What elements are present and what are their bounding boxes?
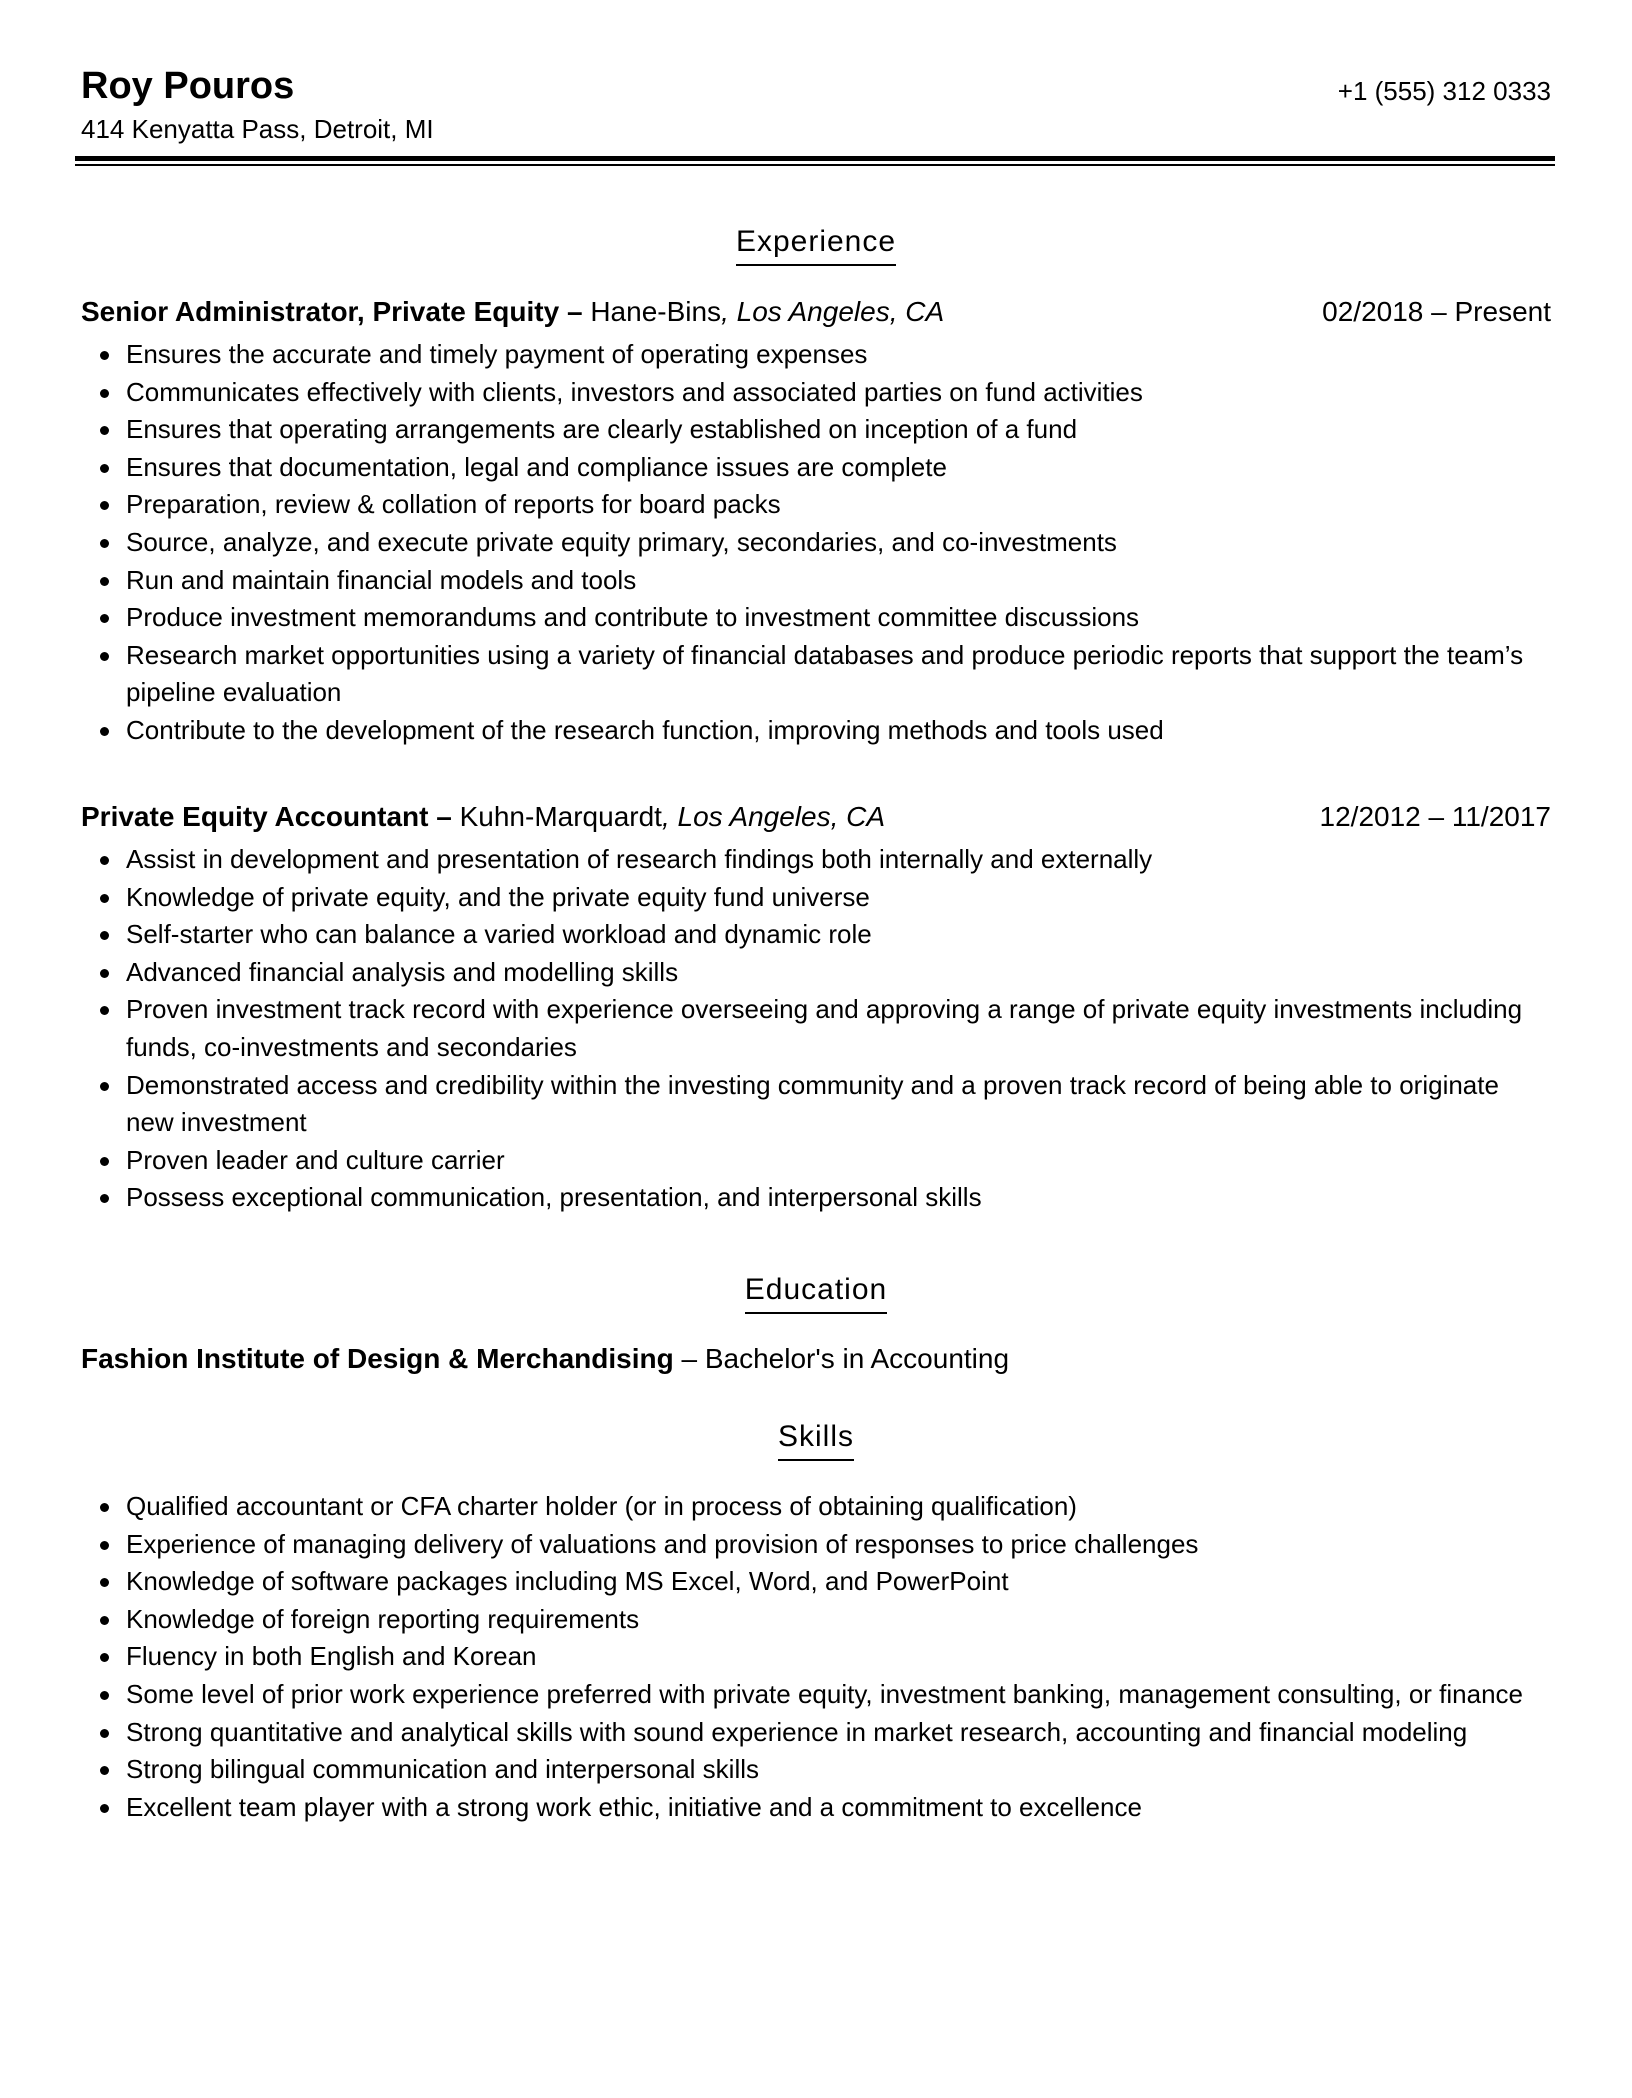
candidate-name: Roy Pouros	[81, 65, 295, 107]
bullet-dot-icon	[100, 931, 109, 940]
job-2-bullet	[81, 916, 1551, 954]
bullet-dot-icon	[100, 389, 109, 398]
job-1-bullet-text: Contribute to the development of the research function, improving methods and tools used	[126, 714, 1164, 745]
job-2-bullet	[81, 954, 1551, 992]
skill-bullet	[81, 1751, 1551, 1789]
job-header-1	[81, 292, 1551, 332]
bullet-dot-icon	[100, 1541, 109, 1550]
job-1-bullet-list	[81, 336, 1551, 750]
bullet-dot-icon	[100, 1653, 109, 1662]
job-1-bullet-text: Communicates effectively with clients, investors and associated parties on fund activities	[126, 376, 1143, 407]
job-2-bullet	[81, 1067, 1551, 1142]
job-2-bullet-text: Demonstrated access and credibility within the investing community and a proven track record of being able to originate new investment	[126, 1069, 1499, 1138]
bullet-dot-icon	[100, 1766, 109, 1775]
job-1-bullet-text: Ensures the accurate and timely payment of operating expenses	[126, 339, 868, 369]
skill-bullet	[81, 1789, 1551, 1827]
job-location-1: , Los Angeles, CA	[721, 296, 945, 327]
job-title-2: Private Equity Accountant –	[81, 801, 452, 832]
bullet-dot-icon	[100, 1578, 109, 1587]
job-1-bullet-text: Ensures that documentation, legal and compliance issues are complete	[126, 451, 947, 482]
job-1-bullet-text: Source, analyze, and execute private equity primary, secondaries, and co-investments	[126, 526, 1117, 557]
job-company-1: Hane-Bins	[590, 296, 722, 327]
bullet-dot-icon	[100, 1616, 109, 1625]
header-divider	[75, 156, 1555, 161]
section-title-skills	[0, 1417, 1632, 1461]
candidate-address: 414 Kenyatta Pass, Detroit, MI	[81, 114, 434, 144]
job-2-bullet-text: Proven investment track record with experience overseeing and approving a range of private equity investments including funds, co-investments and secondaries	[126, 994, 1523, 1062]
bullet-dot-icon	[100, 1729, 109, 1738]
resume-header	[81, 62, 1551, 152]
job-2-bullet-text: Self-starter who can balance a varied workload and dynamic role	[126, 919, 872, 950]
job-1-bullet	[81, 449, 1551, 487]
header-divider-thin	[75, 164, 1555, 166]
job-2-bullet-text: Possess exceptional communication, presentation, and interpersonal skills	[126, 1182, 982, 1213]
job-dates-1: 02/2018 – Present	[1322, 296, 1551, 327]
job-1-bullet	[81, 599, 1551, 637]
bullet-dot-icon	[100, 652, 109, 661]
bullet-dot-icon	[100, 727, 109, 736]
skill-bullet	[81, 1563, 1551, 1601]
job-1-bullet	[81, 374, 1551, 412]
bullet-dot-icon	[100, 1082, 109, 1091]
skill-bullet-text: Knowledge of software packages including MS Excel, Word, and PowerPoint	[126, 1566, 1009, 1597]
candidate-phone: +1 (555) 312 0333	[1337, 76, 1551, 106]
skill-bullet-text: Fluency in both English and Korean	[126, 1641, 537, 1672]
bullet-dot-icon	[100, 539, 109, 548]
job-1-bullet	[81, 411, 1551, 449]
section-title-experience-text: Experience	[736, 222, 896, 266]
section-title-education-text: Education	[745, 1270, 887, 1314]
section-title-experience	[0, 222, 1632, 266]
job-2-bullet-text: Knowledge of private equity, and the private equity fund universe	[126, 881, 870, 912]
education-entry	[81, 1339, 1551, 1379]
job-2-bullet	[81, 841, 1551, 879]
job-1-bullet	[81, 637, 1551, 712]
job-header-2	[81, 797, 1551, 837]
skill-bullet	[81, 1676, 1551, 1714]
bullet-dot-icon	[100, 1157, 109, 1166]
job-1-bullet	[81, 336, 1551, 374]
bullet-dot-icon	[100, 969, 109, 978]
job-1-bullet-text: Research market opportunities using a variety of financial databases and produce periodic reports that support the team’s pipeline evaluation	[126, 639, 1524, 708]
job-1-bullet-text: Preparation, review & collation of reports for board packs	[126, 489, 781, 520]
skill-bullet-text: Strong bilingual communication and interpersonal skills	[126, 1754, 760, 1785]
job-1-bullet-text: Ensures that operating arrangements are clearly established on inception of a fund	[126, 414, 1078, 445]
job-2-bullet-text: Advanced financial analysis and modelling skills	[126, 956, 679, 987]
skill-bullet-text: Knowledge of foreign reporting requirements	[126, 1603, 640, 1634]
bullet-dot-icon	[100, 501, 109, 510]
job-title-1: Senior Administrator, Private Equity –	[81, 296, 583, 327]
skill-bullet-text: Some level of prior work experience preferred with private equity, investment banking, management consulting, or finance	[126, 1678, 1524, 1709]
education-school: Fashion Institute of Design & Merchandising	[81, 1343, 674, 1374]
bullet-dot-icon	[100, 426, 109, 435]
job-1-bullet-text: Produce investment memorandums and contribute to investment committee discussions	[126, 602, 1140, 633]
job-2-bullet	[81, 1142, 1551, 1180]
job-2-bullet	[81, 879, 1551, 917]
job-location-2: , Los Angeles, CA	[661, 801, 886, 832]
section-title-skills-text: Skills	[778, 1417, 854, 1461]
skill-bullet	[81, 1488, 1551, 1526]
education-degree: – Bachelor's in Accounting	[681, 1343, 1010, 1374]
skill-bullet	[81, 1601, 1551, 1639]
bullet-dot-icon	[100, 1006, 109, 1015]
bullet-dot-icon	[100, 1503, 109, 1512]
job-2-bullet-text: Proven leader and culture carrier	[126, 1144, 505, 1175]
bullet-dot-icon	[100, 351, 109, 360]
job-1-bullet-text: Run and maintain financial models and tools	[126, 564, 637, 595]
job-2-bullet-list	[81, 841, 1551, 1217]
bullet-dot-icon	[100, 1804, 109, 1813]
job-1-bullet	[81, 562, 1551, 600]
section-title-education	[0, 1270, 1632, 1314]
bullet-dot-icon	[100, 856, 109, 865]
bullet-dot-icon	[100, 894, 109, 903]
job-header-1-left	[81, 292, 944, 332]
bullet-dot-icon	[100, 614, 109, 623]
bullet-dot-icon	[100, 1691, 109, 1700]
job-company-2: Kuhn-Marquardt	[459, 801, 662, 832]
bullet-dot-icon	[100, 464, 109, 473]
skill-bullet	[81, 1638, 1551, 1676]
bullet-dot-icon	[100, 577, 109, 586]
job-1-bullet	[81, 712, 1551, 750]
skill-bullet	[81, 1526, 1551, 1564]
skill-bullet	[81, 1714, 1551, 1752]
skill-bullet-text: Strong quantitative and analytical skills with sound experience in market research, accounting and financial modeling	[126, 1716, 1468, 1747]
job-dates-2: 12/2012 – 11/2017	[1319, 801, 1551, 832]
skill-bullet-text: Qualified accountant or CFA charter holder (or in process of obtaining qualification)	[126, 1491, 1077, 1521]
job-2-bullet	[81, 991, 1551, 1066]
job-header-2-left	[81, 797, 885, 837]
job-1-bullet	[81, 524, 1551, 562]
bullet-dot-icon	[100, 1194, 109, 1203]
skill-bullet-text: Experience of managing delivery of valuations and provision of responses to price challenges	[126, 1528, 1199, 1559]
skills-bullet-list	[81, 1488, 1551, 1826]
job-2-bullet	[81, 1179, 1551, 1217]
skill-bullet-text: Excellent team player with a strong work ethic, initiative and a commitment to excellence	[126, 1791, 1142, 1822]
job-2-bullet-text: Assist in development and presentation of research findings both internally and externally	[126, 844, 1153, 874]
job-1-bullet	[81, 486, 1551, 524]
